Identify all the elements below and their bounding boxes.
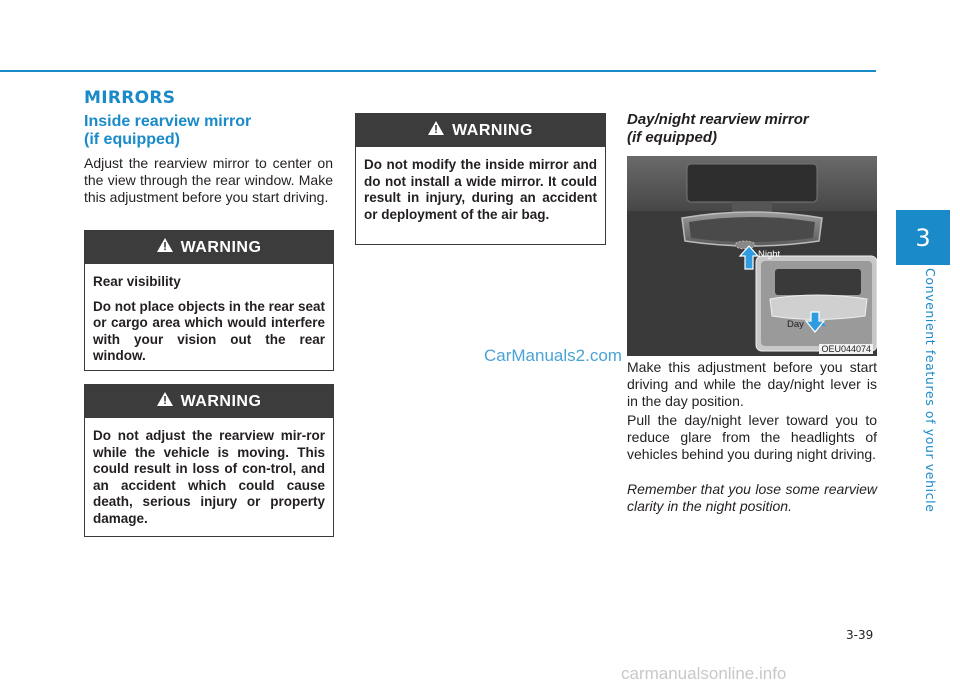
mirror-illustration — [627, 156, 877, 356]
warning-label: WARNING — [180, 238, 262, 256]
intro-paragraph: Adjust the rearview mirror to center on the view through the rear window. Make this adjustment before you start driving. — [84, 155, 333, 205]
warning-triangle-icon — [428, 121, 444, 140]
warning-label: WARNING — [180, 392, 262, 410]
warning-header — [356, 114, 605, 147]
header-rule — [0, 70, 876, 72]
warning-text: Do not modify the inside mirror and do not install a wide mirror. It could result in injury, during an accident or deployment of the air bag. — [364, 157, 597, 222]
figure-code: OEU044074 — [821, 344, 871, 354]
day-night-heading — [627, 111, 809, 147]
night-label: Night — [758, 249, 781, 260]
warning-box-adjust-mirror — [84, 384, 334, 537]
warning-header — [85, 231, 333, 264]
warning-text: Do not adjust the rearview mir-ror while the vehicle is moving. This could result in loss of con-trol, and an accident which could cause death, serious injury or property damage. — [93, 428, 325, 526]
warning-header — [85, 385, 333, 418]
day-label: Day — [787, 319, 804, 330]
warning-title: Rear visibility — [93, 274, 181, 289]
day-night-heading-line-1: Day/night rearview mirror — [627, 111, 809, 128]
watermark-bottom[interactable]: carmanualsonline.info — [621, 664, 787, 683]
chapter-title: Convenient features of your vehicle — [923, 268, 938, 513]
paragraph-remember: Remember that you lose some rearview clarity in the night position. — [627, 481, 877, 514]
chapter-tab: 3 — [896, 210, 950, 265]
paragraph-pull-lever: Pull the day/night lever toward you to reduce glare from the headlights of vehicles behind you during night driving. — [627, 412, 877, 462]
warning-label: WARNING — [452, 121, 533, 139]
warning-text: Do not place objects in the rear seat or cargo area which would interfere with your vision out the rear window. — [93, 298, 325, 363]
subheading — [84, 113, 251, 149]
mirror-illustration-graphic — [627, 156, 877, 356]
subheading-line-1: Inside rearview mirror — [84, 113, 252, 130]
warning-triangle-icon — [157, 392, 173, 411]
paragraph-adjustment: Make this adjustment before you start driving and while the day/night lever is in the day position. — [627, 359, 877, 409]
warning-triangle-icon — [157, 238, 173, 257]
warning-box-rear-visibility — [84, 230, 334, 371]
watermark-top[interactable]: CarManuals2.com — [484, 346, 622, 365]
page-number: 3-39 — [846, 628, 874, 642]
day-night-heading-line-2: (if equipped) — [627, 129, 717, 146]
section-title: MIRRORS — [84, 88, 176, 108]
warning-box-modify-mirror — [355, 113, 606, 245]
subheading-line-2: (if equipped) — [84, 131, 180, 148]
